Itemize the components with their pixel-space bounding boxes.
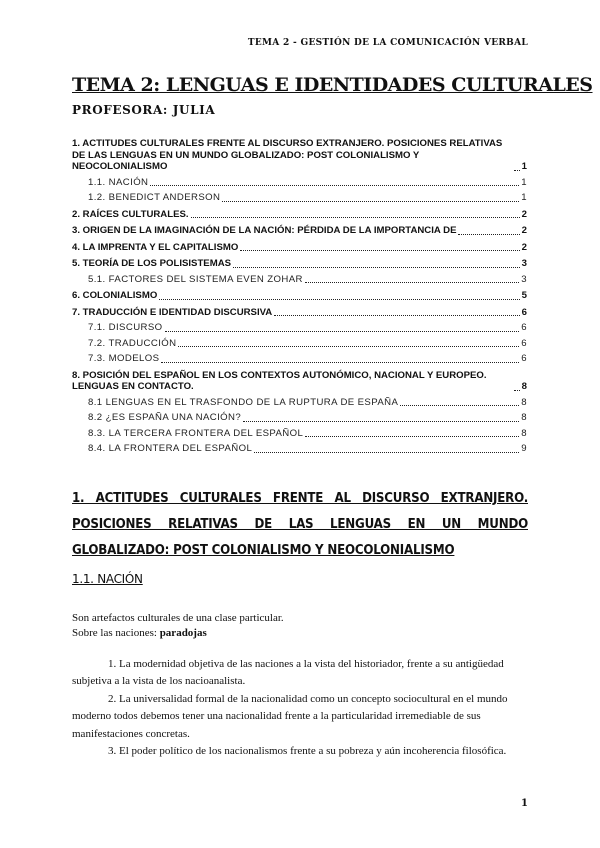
toc-entry-page: 3: [521, 273, 527, 285]
list-item: 1. La modernidad objetiva de las naciones a la vista del historiador, frente a su antigüedad subjetiva a la vista de los nacioanalista.: [72, 658, 504, 688]
toc-leader-dots: [178, 346, 519, 347]
toc-entry[interactable]: [72, 397, 527, 409]
toc-entry-text: 7.2. TRADUCCIÓN: [88, 337, 177, 349]
toc-entry-text: 5.1. FACTORES DEL SISTEMA EVEN ZOHAR: [88, 273, 303, 285]
intro-line: Son artefactos culturales de una clase particular.: [72, 612, 284, 624]
toc-entry-page: 2: [521, 225, 527, 236]
toc-entry-page: 8: [521, 412, 527, 423]
toc-entry-text: 4. LA IMPRENTA Y EL CAPITALISMO: [72, 241, 239, 253]
paradox-list: [72, 656, 528, 760]
intro-keyword: paradojas: [159, 627, 207, 639]
toc-leader-dots: [191, 217, 520, 218]
toc-entry-page: 9: [521, 443, 527, 454]
toc-entry-text: 7. TRADUCCIÓN E IDENTIDAD DISCURSIVA: [72, 306, 273, 318]
toc-leader-dots: [458, 234, 519, 235]
teacher-name: PROFESORA: JULIA: [72, 103, 216, 117]
intro-line: [72, 626, 284, 641]
toc-entry-page: 5: [521, 290, 527, 301]
page-number: 1: [521, 798, 528, 809]
toc-entry-text: 8. POSICIÓN DEL ESPAÑOL EN LOS CONTEXTOS AUTONÓMICO, NACIONAL Y EUROPEO. LENGUAS EN CONTACTO.: [72, 369, 487, 392]
toc-entry-page: 8: [521, 427, 527, 439]
toc-entry-text: 1.1. NACIÓN: [88, 176, 149, 188]
toc-entry-page: 1: [521, 161, 527, 172]
toc-entry-page: 6: [521, 337, 527, 349]
toc-leader-dots: [274, 315, 519, 316]
toc-entry[interactable]: [72, 307, 527, 319]
toc-entry-text: 8.2 ¿ES ESPAÑA UNA NACIÓN?: [88, 412, 242, 423]
toc-entry-text: 6. COLONIALISMO: [72, 290, 158, 301]
toc-leader-dots: [400, 405, 519, 406]
toc-entry-page: 8: [521, 396, 527, 408]
toc-leader-dots: [514, 170, 520, 171]
toc-leader-dots: [305, 282, 519, 283]
subsection-heading: 1.1. NACIÓN: [72, 572, 143, 586]
toc-leader-dots: [240, 250, 519, 251]
intro-label: Sobre las naciones:: [72, 627, 160, 639]
toc-leader-dots: [159, 299, 519, 300]
toc-entry-text: 8.1 LENGUAS EN EL TRASFONDO DE LA RUPTURA DE ESPAÑA: [88, 396, 399, 408]
toc-entry-page: 2: [521, 241, 527, 253]
toc-entry[interactable]: [72, 242, 527, 254]
toc-entry-page: 8: [521, 381, 527, 392]
toc-entry[interactable]: [72, 138, 527, 173]
toc-entry-page: 6: [521, 353, 527, 364]
toc-entry[interactable]: [72, 225, 527, 237]
toc-leader-dots: [514, 390, 520, 391]
toc-entry[interactable]: [72, 209, 527, 221]
running-header: TEMA 2 - GESTIÓN DE LA COMUNICACIÓN VERBAL: [247, 38, 528, 48]
toc-entry[interactable]: [72, 370, 527, 393]
toc-entry-page: 1: [521, 192, 527, 203]
toc-leader-dots: [233, 267, 520, 268]
toc-entry-text: 2. RAÍCES CULTURALES.: [72, 208, 189, 220]
toc-entry[interactable]: [72, 412, 527, 424]
toc-entry-text: 3. ORIGEN DE LA IMAGINACIÓN DE LA NACIÓN: PÉRDIDA DE LA IMPORTANCIA DE: [72, 225, 457, 236]
toc-entry-page: 2: [521, 208, 527, 220]
toc-entry[interactable]: [72, 338, 527, 350]
toc-entry-page: 6: [521, 322, 527, 333]
toc-leader-dots: [254, 452, 519, 453]
toc-entry[interactable]: [72, 274, 527, 286]
toc-entry-text: 7.1. DISCURSO: [88, 322, 163, 333]
table-of-contents: [72, 138, 527, 455]
toc-entry-text: 1. ACTITUDES CULTURALES FRENTE AL DISCURSO EXTRANJERO. POSICIONES RELATIVAS DE LAS LENGUAS EN UN MUNDO GLOBALIZADO: POST COLONIALISMO Y NEOCOLONIALISMO: [72, 138, 503, 172]
toc-entry-page: 1: [521, 176, 527, 188]
toc-entry-text: 7.3. MODELOS: [88, 353, 160, 364]
toc-entry[interactable]: [72, 177, 527, 189]
toc-entry[interactable]: [72, 428, 527, 440]
toc-entry[interactable]: [72, 258, 527, 270]
document-title: TEMA 2: LENGUAS E IDENTIDADES CULTURALES: [72, 74, 593, 96]
list-item: 2. La universalidad formal de la nacionalidad como un concepto sociocultural en el mundo moderno todos debemos tener una nacionalidad frente a la particularidad irremediable de sus manifestaciones concretas.: [72, 692, 508, 740]
toc-entry-text: 8.3. LA TERCERA FRONTERA DEL ESPAÑOL: [88, 427, 304, 439]
toc-leader-dots: [161, 362, 519, 363]
toc-entry[interactable]: [72, 290, 527, 302]
toc-entry[interactable]: [72, 443, 527, 455]
toc-leader-dots: [150, 185, 519, 186]
toc-entry-text: 1.2. BENEDICT ANDERSON: [88, 192, 221, 203]
toc-entry[interactable]: [72, 192, 527, 204]
toc-entry-page: 6: [521, 306, 527, 318]
list-item: 3. El poder político de los nacionalismos frente a su pobreza y aún incoherencia filosófica.: [108, 745, 507, 758]
toc-entry-text: 8.4. LA FRONTERA DEL ESPAÑOL: [88, 443, 253, 454]
section-heading: 1. ACTITUDES CULTURALES FRENTE AL DISCURSO EXTRANJERO. POSICIONES RELATIVAS DE LAS LENGUAS EN UN MUNDO GLOBALIZADO: POST COLONIALISMO Y NEOCOLONIALISMO: [72, 491, 528, 558]
toc-entry[interactable]: [72, 322, 527, 334]
intro-paragraph: [72, 611, 284, 641]
toc-leader-dots: [165, 331, 520, 332]
toc-entry-page: 3: [521, 258, 527, 269]
toc-entry-text: 5. TEORÍA DE LOS POLISISTEMAS: [72, 258, 232, 269]
toc-leader-dots: [222, 201, 519, 202]
toc-leader-dots: [305, 436, 519, 437]
toc-entry[interactable]: [72, 353, 527, 365]
toc-leader-dots: [243, 421, 519, 422]
